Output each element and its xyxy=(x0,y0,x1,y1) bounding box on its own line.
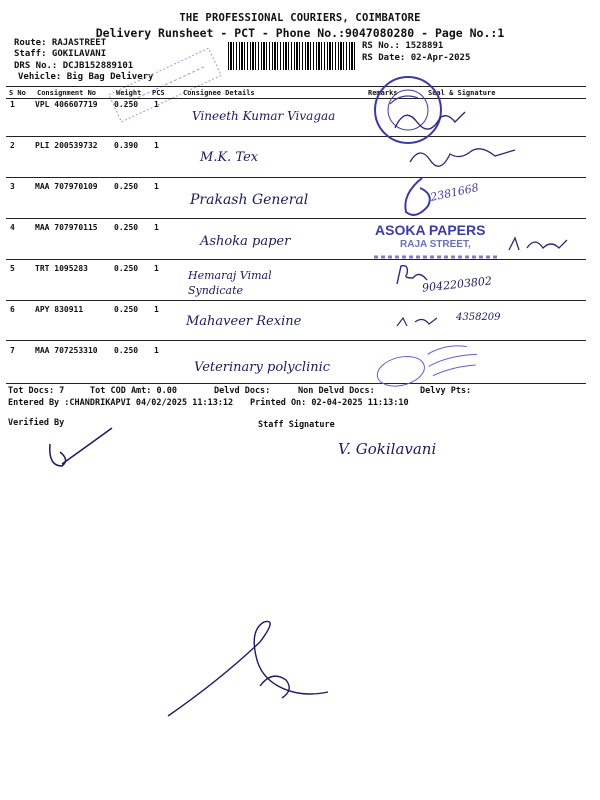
row7-consignee: Veterinary polyclinic xyxy=(194,360,331,375)
row2-weight: 0.390 xyxy=(114,141,139,150)
row7-weight: 0.250 xyxy=(114,346,139,355)
rs-date-label: RS Date: 02-Apr-2025 xyxy=(362,53,471,63)
row5-sno: 5 xyxy=(10,264,15,273)
barcode xyxy=(228,42,356,70)
row7-consignment: MAA 707253310 xyxy=(35,346,98,355)
verified-by-label: Verified By xyxy=(8,418,65,428)
row6-sno: 6 xyxy=(10,305,15,314)
vehicle-label: Vehicle: Big Bag Delivery xyxy=(18,72,154,82)
row5-weight: 0.250 xyxy=(114,264,139,273)
row-divider xyxy=(6,177,586,178)
row5-consignee: Hemaraj Vimal Syndicate xyxy=(188,269,272,297)
col-header-seal-signature: Seal & Signature xyxy=(428,89,496,97)
row3-consignee: Prakash General xyxy=(190,192,309,208)
row2-consignee: M.K. Tex xyxy=(200,150,259,165)
table-header-rule xyxy=(6,98,586,99)
row-divider xyxy=(6,300,586,301)
row7-sno: 7 xyxy=(10,346,15,355)
verified-by-signature xyxy=(40,424,120,474)
row2-sno: 2 xyxy=(10,141,15,150)
row6-consignee: Mahaveer Rexine xyxy=(186,314,302,329)
large-signature xyxy=(160,600,350,730)
staff-signature-label: Staff Signature xyxy=(258,420,335,430)
row4-pcs: 1 xyxy=(154,223,159,232)
row5-consignment: TRT 1095283 xyxy=(35,264,88,273)
signature-row1 xyxy=(385,100,475,140)
row7-stamp xyxy=(370,340,490,388)
row1-weight: 0.250 xyxy=(114,100,139,109)
staff-signature: V. Gokilavani xyxy=(338,440,437,458)
row1-consignment: VPL 406607719 xyxy=(35,100,98,109)
stamp-company: ASOKA PAPERS xyxy=(375,222,486,238)
row-divider xyxy=(6,218,586,219)
route-label: Route: RAJASTREET xyxy=(14,38,107,48)
delvy-pts: Delvy Pts: xyxy=(420,386,472,396)
row3-consignment: MAA 707970109 xyxy=(35,182,98,191)
row-divider xyxy=(6,136,586,137)
printed-on: Printed On: 02-04-2025 11:13:10 xyxy=(250,398,409,408)
signature-row6 xyxy=(393,312,443,332)
row6-weight: 0.250 xyxy=(114,305,139,314)
row6-consignment: APY 830911 xyxy=(35,305,84,314)
drs-label: DRS No.: DCJB152889101 xyxy=(14,61,134,71)
row2-consignment: PLI 200539732 xyxy=(35,141,98,150)
stamp-smudge-line xyxy=(372,252,502,262)
row2-pcs: 1 xyxy=(154,141,159,150)
staff-label: Staff: GOKILAVANI xyxy=(14,49,107,59)
table-bottom-rule xyxy=(6,383,586,384)
row6-pcs: 1 xyxy=(154,305,159,314)
col-header-pcs: PCS xyxy=(152,89,165,97)
tot-cod-amt: Tot COD Amt: 0.00 xyxy=(90,386,177,396)
non-delvd-docs: Non Delvd Docs: xyxy=(298,386,375,396)
row3-phone: 2381668 xyxy=(429,181,480,204)
row4-consignee: Ashoka paper xyxy=(200,234,291,249)
col-header-consignment: Consignment No xyxy=(37,89,97,97)
delvd-docs: Delvd Docs: xyxy=(214,386,271,396)
table-top-rule xyxy=(6,86,586,87)
row5-phone: 9042203802 xyxy=(421,274,493,295)
row4-consignment: MAA 707970115 xyxy=(35,223,98,232)
row1-pcs: 1 xyxy=(154,100,159,109)
row1-sno: 1 xyxy=(10,100,15,109)
company-title: THE PROFESSIONAL COURIERS, COIMBATORE xyxy=(179,12,421,24)
signature-row4 xyxy=(505,232,575,256)
col-header-remarks: Remarks xyxy=(368,89,398,97)
row6-phone: 4358209 xyxy=(456,312,501,323)
row4-weight: 0.250 xyxy=(114,223,139,232)
row4-sno: 4 xyxy=(10,223,15,232)
row3-weight: 0.250 xyxy=(114,182,139,191)
row3-sno: 3 xyxy=(10,182,15,191)
row5-pcs: 1 xyxy=(154,264,159,273)
row3-pcs: 1 xyxy=(154,182,159,191)
row-divider xyxy=(6,340,586,341)
entered-by: Entered By :CHANDRIKAPVI 04/02/2025 11:13:12 xyxy=(8,398,234,408)
col-header-sno: S No xyxy=(9,89,26,97)
row7-pcs: 1 xyxy=(154,346,159,355)
col-header-weight: Weight xyxy=(116,89,142,97)
runsheet-title: Delivery Runsheet - PCT - Phone No.:9047080280 - Page No.:1 xyxy=(95,26,505,40)
row1-consignee: Vineeth Kumar Vivagaa xyxy=(192,109,336,123)
rs-no-label: RS No.: 1528891 xyxy=(362,41,444,51)
tot-docs: Tot Docs: 7 xyxy=(8,386,65,396)
stamp-address: RAJA STREET, xyxy=(400,239,471,250)
signature-row2 xyxy=(405,140,525,170)
col-header-consignee: Consignee Details xyxy=(183,89,255,97)
